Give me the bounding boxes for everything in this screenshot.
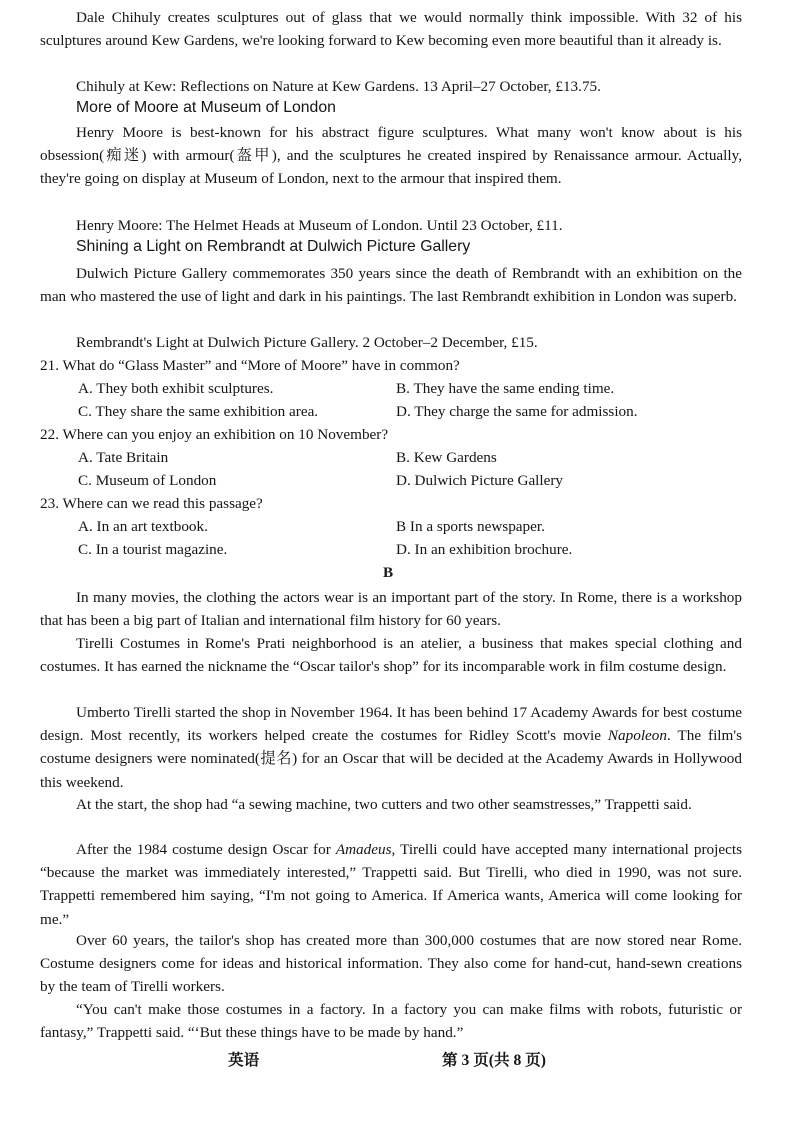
movie-title-amadeus: Amadeus (335, 841, 392, 858)
option-d: D. In an exhibition brochure. (396, 541, 573, 558)
option-a: A. In an art textbook. (78, 518, 208, 535)
moore-heading: More of Moore at Museum of London (76, 99, 336, 116)
question-stem: 23. Where can we read this passage? (40, 495, 263, 512)
rembrandt-paragraph: Dulwich Picture Gallery commemorates 350 years since the death of Rembrandt with an exhibition on the man who mastered the use of light and dark in his paintings. The last Rembrandt exhibition in London was superb. (40, 265, 742, 306)
option-c: C. Museum of London (78, 472, 217, 489)
rembrandt-exhibition-info: Rembrandt's Light at Dulwich Picture Gallery. 2 October–2 December, £15. (76, 334, 538, 351)
movie-title-napoleon: Napoleon (607, 727, 667, 745)
passage-b-paragraph-2: Tirelli Costumes in Rome's Prati neighborhood is an atelier, a business that makes special clothing and costumes. It has earned the nickname the “Oscar tailor's shop” for its incomparable work in film costume design. (40, 635, 742, 676)
paragraph-text: , Tirelli could have accepted many international projects “because the market was immediately interested,” Trappetti said. But Tirelli, who died in 1990, was not sure. Trappetti remembered him saying, “I'm not going to America. If America wants, America will come looking for me.” (40, 841, 742, 928)
question-stem: 22. Where can you enjoy an exhibition on 10 November? (40, 426, 389, 443)
section-b-label: B (383, 564, 394, 581)
passage-b-paragraph-5 (40, 838, 742, 931)
passage-b-paragraph-1: In many movies, the clothing the actors wear is an important part of the story. In Rome, there is a workshop that has been a big part of Italian and international film history for 60 years. (40, 589, 742, 630)
glass-paragraph: Dale Chihuly creates sculptures out of glass that we would normally think impossible. With 32 of his sculptures around Kew Gardens, we're looking forward to Kew becoming even more beautiful than it already is. (40, 9, 742, 50)
option-a: A. They both exhibit sculptures. (78, 380, 274, 397)
option-c: C. They share the same exhibition area. (78, 403, 319, 420)
moore-paragraph: Henry Moore is best-known for his abstract figure sculptures. What many won't know about is his obsession(痴迷) with armour(盔甲), and the sculptures he created inspired by Renaissance armour. Actually, they're going on display at Museum of London, next to the armour that inspired them. (40, 124, 742, 188)
footer-subject: 英语 (228, 1052, 260, 1069)
footer-page-number: 第 3 页(共 8 页) (442, 1052, 546, 1069)
option-c: C. In a tourist magazine. (78, 541, 228, 558)
option-d: D. They charge the same for admission. (396, 403, 638, 420)
glass-exhibition-info: Chihuly at Kew: Reflections on Nature at Kew Gardens. 13 April–27 October, £13.75. (76, 78, 601, 95)
passage-b-paragraph-3 (40, 701, 742, 794)
paragraph-text: Umberto Tirelli started the shop in November 1964. It has been behind 17 Academy Awards for best costume design. Most recently, its workers helped create the costumes for Ridley Scott's movie (40, 704, 742, 745)
passage-b-paragraph-6: Over 60 years, the tailor's shop has created more than 300,000 costumes that are now stored near Rome. Costume designers come for ideas and historical information. They also come for hand-cut, hand-sewn creations by the team of Tirelli workers. (40, 932, 742, 996)
moore-exhibition-info: Henry Moore: The Helmet Heads at Museum of London. Until 23 October, £11. (76, 217, 563, 234)
paragraph-text: After the 1984 costume design Oscar for (76, 841, 336, 858)
rembrandt-heading: Shining a Light on Rembrandt at Dulwich Picture Gallery (76, 238, 471, 255)
option-a: A. Tate Britain (78, 449, 169, 466)
option-b: B. Kew Gardens (396, 449, 497, 466)
option-b: B. They have the same ending time. (396, 380, 615, 397)
option-d: D. Dulwich Picture Gallery (396, 472, 564, 489)
option-b: B In a sports newspaper. (396, 518, 545, 535)
paragraph-text: . The film's costume designers were nominated(提名) for an Oscar that will be decided at the Academy Awards in Hollywood this weekend. (40, 727, 742, 791)
question-stem: 21. What do “Glass Master” and “More of Moore” have in common? (40, 357, 460, 374)
passage-b-paragraph-4: At the start, the shop had “a sewing machine, two cutters and two other seamstresses,” Trappetti said. (76, 796, 692, 813)
passage-b-paragraph-7: “You can't make those costumes in a factory. In a factory you can make films with robots, futuristic or fantasy,” Trappetti said. “‘But these things have to be made by hand.” (40, 1001, 742, 1042)
